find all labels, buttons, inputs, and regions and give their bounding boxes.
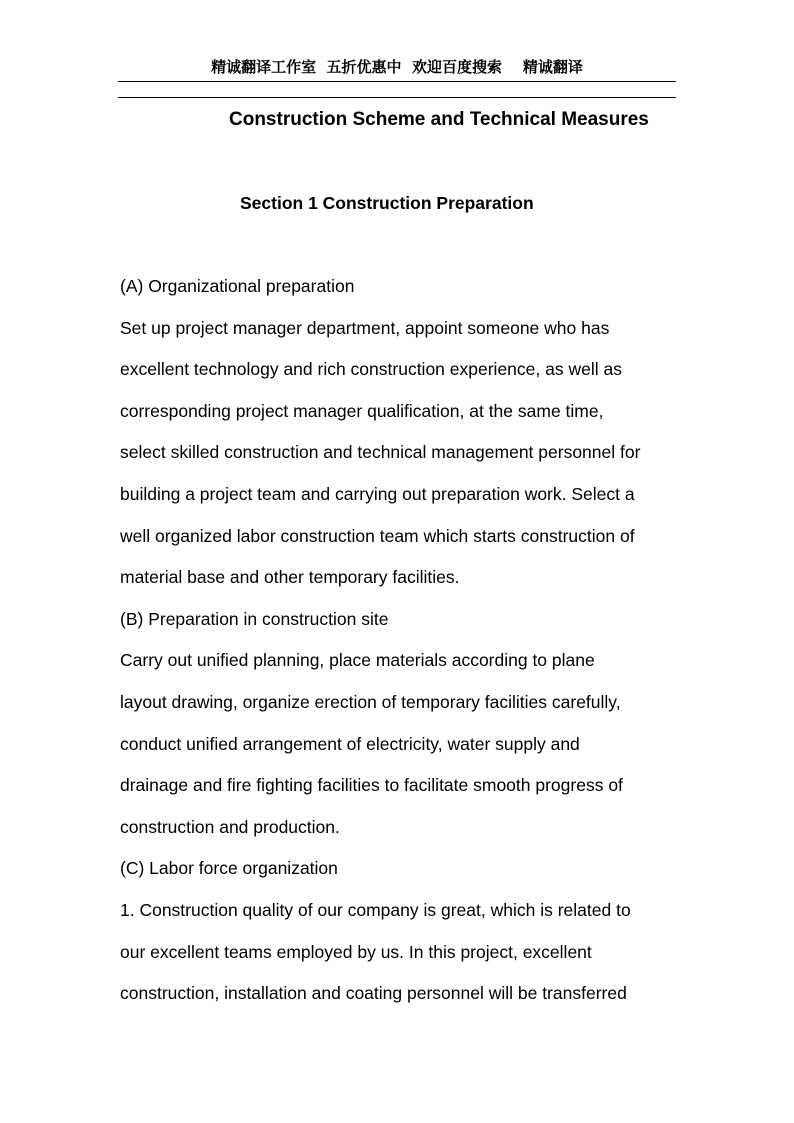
section-title: Section 1 Construction Preparation [240,193,534,213]
subheading-organizational-preparation: (A) Organizational preparation [120,276,355,296]
paragraph-line: well organized labor construction team which starts construction of [120,525,635,546]
paragraph-line: corresponding project manager qualification, at the same time, [120,400,604,421]
paragraph-line: select skilled construction and technical management personnel for [120,442,641,463]
paragraph-line: our excellent teams employed by us. In this project, excellent [120,941,592,962]
header-divider [118,81,676,82]
subheading-labor-force: (C) Labor force organization [120,858,338,879]
page-header: 精诚翻译工作室 五折优惠中 欢迎百度搜索 精诚翻译 [211,58,583,76]
paragraph-line: Set up project manager department, appoint someone who has [120,317,610,338]
paragraph-line: excellent technology and rich construction experience, as well as [120,359,622,380]
paragraph-line: Carry out unified planning, place materials according to plane [120,650,595,671]
paragraph-line: building a project team and carrying out preparation work. Select a [120,483,635,504]
body-text [120,266,680,1015]
header-divider-secondary [118,97,676,98]
subheading-construction-site: (B) Preparation in construction site [120,608,389,629]
paragraph-line: layout drawing, organize erection of temporary facilities carefully, [120,691,621,712]
paragraph-line: material base and other temporary facilities. [120,567,460,588]
paragraph-line: construction and production. [120,816,340,837]
paragraph-line: construction, installation and coating personnel will be transferred [120,983,627,1004]
paragraph-line: drainage and fire fighting facilities to facilitate smooth progress of [120,775,623,796]
paragraph-line: 1. Construction quality of our company is great, which is related to [120,899,631,920]
document-title: Construction Scheme and Technical Measures [229,109,649,130]
paragraph-line: conduct unified arrangement of electricity, water supply and [120,733,580,754]
